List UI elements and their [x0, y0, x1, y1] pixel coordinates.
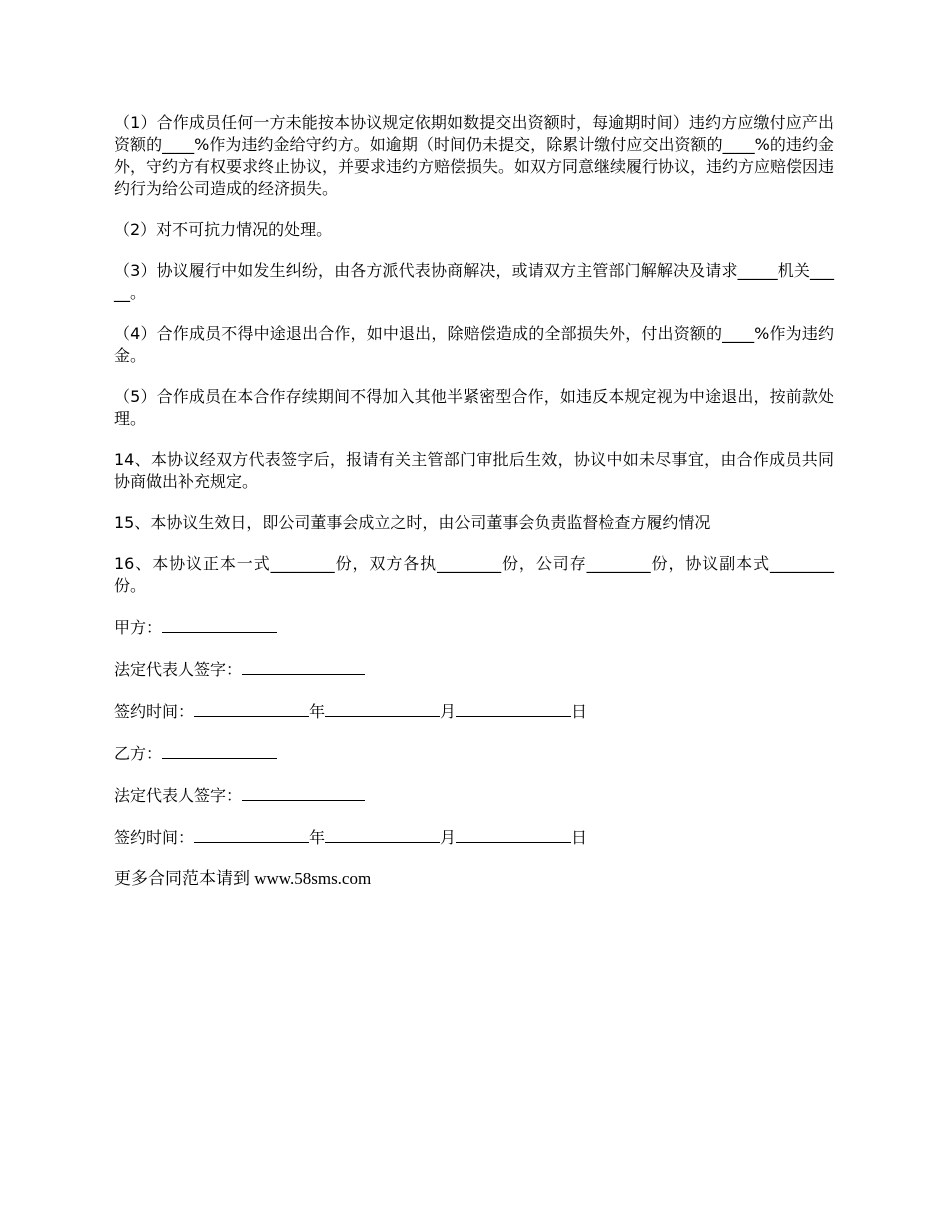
party-a-rep-blank [242, 658, 365, 675]
clause-5: （5）合作成员在本合作存续期间不得加入其他半紧密型合作，如违反本规定视为中途退出，按前款处理。 [114, 387, 834, 428]
clause-4: （4）合作成员不得中途退出合作，如中退出，除赔偿造成的全部损失外，付出资额的____%作为违约金。 [114, 324, 834, 365]
party-a-blank [162, 616, 277, 633]
article-16: 16、本协议正本一式________份，双方各执________份，公司存________份，协议副本式________份。 [114, 554, 834, 595]
party-a-time-label: 签约时间： [114, 702, 195, 721]
party-a-year-blank [194, 700, 309, 717]
party-a-rep-field [114, 658, 834, 681]
footer-link-text: 更多合同范本请到 www.58sms.com [114, 869, 372, 888]
clause-1: （1）合作成员任何一方未能按本协议规定依期如数提交出资额时，每逾期时间）违约方应缴付应产出资额的____%作为违约金给守约方。如逾期（时间仍未提交，除累计缴付应交出资额的____%的违约金外，守约方有权要求终止协议，并要求违约方赔偿损失。如双方同意继续履行协议，违约方应赔偿因违约行为给公司造成的经济损失。 [114, 113, 835, 198]
article-15: 15、本协议生效日，即公司董事会成立之时，由公司董事会负责监督检查方履约情况 [114, 513, 711, 532]
party-a-rep-label: 法定代表人签字： [114, 660, 243, 679]
article-14: 14、本协议经双方代表签字后，报请有关主管部门审批后生效，协议中如未尽事宜，由合作成员共同协商做出补充规定。 [114, 450, 834, 491]
party-a-label: 甲方： [114, 618, 163, 637]
party-a-day-blank [456, 700, 571, 717]
party-b-month-blank [325, 826, 440, 843]
party-b-year-blank [194, 826, 309, 843]
party-a-field [114, 616, 834, 639]
party-b-rep-field [114, 784, 834, 807]
month-label: 月 [440, 828, 457, 847]
day-label: 日 [571, 702, 588, 721]
party-b-rep-label: 法定代表人签字： [114, 786, 243, 805]
party-b-blank [162, 742, 277, 759]
clause-2: （2）对不可抗力情况的处理。 [114, 220, 333, 239]
party-b-time-label: 签约时间： [114, 828, 195, 847]
month-label: 月 [440, 702, 457, 721]
document-body [114, 112, 834, 890]
party-a-time-field [114, 700, 834, 723]
party-b-label: 乙方： [114, 744, 163, 763]
party-b-day-blank [456, 826, 571, 843]
party-a-month-blank [325, 700, 440, 717]
party-b-time-field [114, 826, 834, 849]
year-label: 年 [309, 828, 326, 847]
party-b-field [114, 742, 834, 765]
clause-3: （3）协议履行中如发生纠纷，由各方派代表协商解决，或请双方主管部门解解决及请求_____机关_____。 [114, 261, 834, 302]
day-label: 日 [571, 828, 588, 847]
party-b-rep-blank [242, 784, 365, 801]
year-label: 年 [309, 702, 326, 721]
